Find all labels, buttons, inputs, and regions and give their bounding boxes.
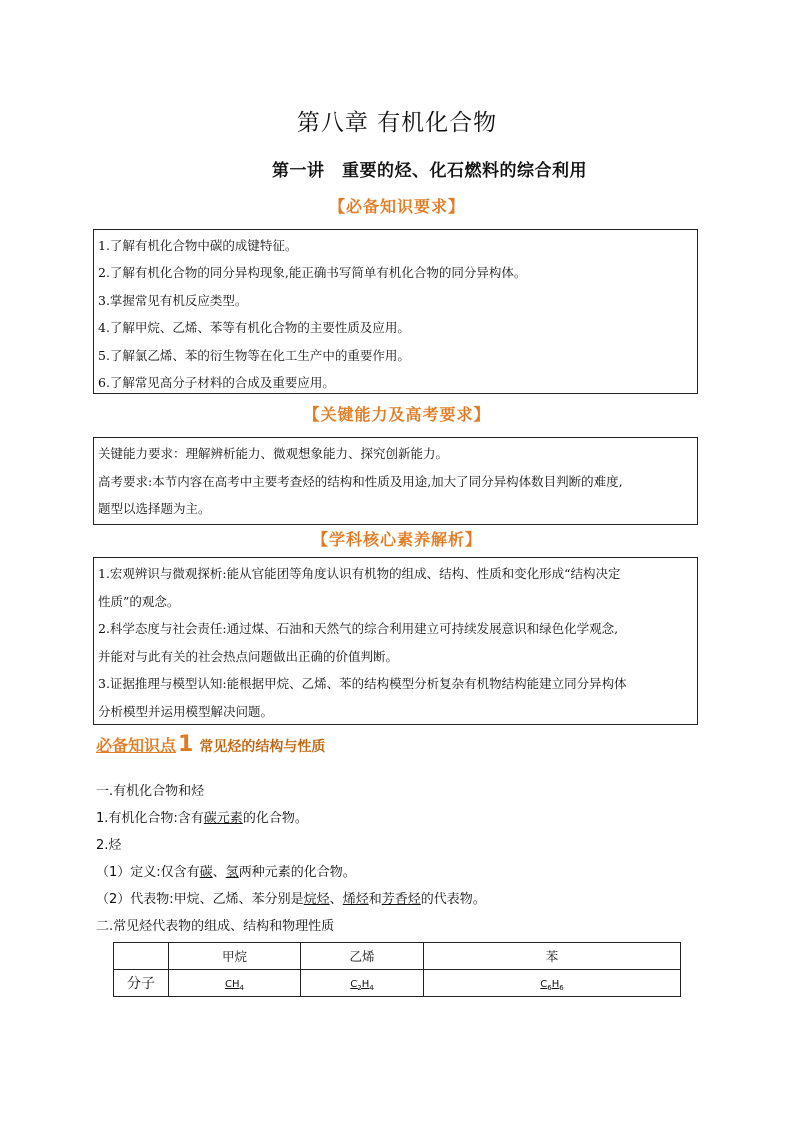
ability-box: [93, 437, 698, 525]
requirement-line: 2.了解有机化合物的同分异构现象,能正确书写简单有机化合物的同分异构体。: [98, 265, 527, 281]
knowledge-point-heading: [96, 732, 325, 757]
table-header-cell: 乙烯: [301, 943, 424, 970]
chapter-title: 第八章 有机化合物: [296, 110, 498, 136]
text: 两种元素的化合物。: [238, 865, 356, 880]
core-line: 3.证据推理与模型认知:能根据甲烷、乙烯、苯的结构模型分析复杂有机物结构能建立同分异构体: [98, 676, 627, 691]
core-line: 1.宏观辨识与微观探析:能从官能团等角度认识有机物的组成、结构、性质和变化形成“结构决定: [98, 566, 621, 581]
requirement-line: 3.掌握常见有机反应类型。: [98, 292, 248, 308]
table-header-row: [114, 943, 681, 970]
subsection-heading-2: 二.常见烃代表物的组成、结构和物理性质: [96, 919, 335, 934]
formula-cell: [169, 970, 301, 997]
requirements-box: [93, 229, 698, 394]
core-line: 性质”的观念。: [98, 593, 180, 609]
formula: $C_6H_6$: [540, 978, 564, 992]
requirement-line: 1.了解有机化合物中碳的成键特征。: [98, 238, 298, 253]
body-line-definition: [96, 861, 356, 880]
body-line-organic: [96, 807, 308, 826]
formula-cell: [301, 970, 424, 997]
requirement-line: 4.了解甲烷、乙烯、苯等有机化合物的主要性质及应用。: [98, 320, 410, 336]
text: （2）代表物:甲烷、乙烯、苯分别是: [96, 892, 304, 907]
answer-blank: 烯烃: [342, 892, 369, 907]
knowledge-point-number: 1: [178, 732, 194, 757]
text: （1）定义:仅含有: [96, 865, 200, 880]
text: 的化合物。: [242, 811, 308, 826]
core-line: 并能对与此有关的社会热点问题做出正确的价值判断。: [98, 648, 399, 664]
answer-blank: 碳: [199, 865, 213, 880]
table-header-cell: 苯: [424, 943, 681, 970]
table-row: [114, 970, 681, 997]
answer-blank: 碳元素: [203, 811, 243, 826]
core-heading: 【学科核心素养解析】: [311, 530, 482, 549]
text: 、: [212, 865, 226, 880]
ability-line: 题型以选择题为主。: [98, 501, 211, 516]
answer-blank: 氢: [225, 865, 239, 880]
answer-blank: 烷烃: [303, 892, 330, 907]
subsection-heading-1: 一.有机化合物和烃: [96, 784, 205, 799]
core-box: [93, 557, 698, 725]
ability-line: 关键能力要求：理解辨析能力、微观想象能力、探究创新能力。: [98, 446, 449, 461]
ability-line: 高考要求:本节内容在高考中主要考查烃的结构和性质及用途,加大了同分异构体数目判断的难度,: [98, 473, 623, 489]
formula-cell: [424, 970, 681, 997]
knowledge-point-label: 必备知识点: [96, 736, 177, 755]
formula: $CH_4$: [225, 978, 244, 992]
table-header-cell: [114, 943, 169, 970]
knowledge-point-title: 常见烃的结构与性质: [199, 739, 326, 755]
text: 的代表物。: [420, 892, 486, 907]
body-line-representatives: [96, 888, 486, 907]
hydrocarbon-table: [113, 942, 681, 997]
requirements-heading: 【必备知识要求】: [328, 197, 465, 216]
formula: $C_2H_4$: [350, 978, 374, 992]
text: 、: [329, 892, 343, 907]
ability-heading: 【关键能力及高考要求】: [303, 405, 491, 424]
requirement-line: 6.了解常见高分子材料的合成及重要应用。: [98, 374, 335, 390]
core-line: 分析模型并运用模型解决问题。: [98, 703, 274, 719]
table-row-label: 分子: [114, 970, 169, 997]
core-line: 2.科学态度与社会责任:通过煤、石油和天然气的综合利用建立可持续发展意识和绿色化学观念,: [98, 621, 619, 636]
text: 1.有机化合物:含有: [96, 811, 204, 826]
lecture-title: 第一讲 重要的烃、化石燃料的综合利用: [272, 161, 587, 181]
requirement-line: 5.了解氯乙烯、苯的衍生物等在化工生产中的重要作用。: [98, 347, 410, 363]
answer-blank: 芳香烃: [381, 892, 421, 907]
text: 和: [368, 892, 382, 907]
body-line-hydrocarbon: 2.烃: [96, 838, 122, 853]
table-header-cell: 甲烷: [169, 943, 301, 970]
